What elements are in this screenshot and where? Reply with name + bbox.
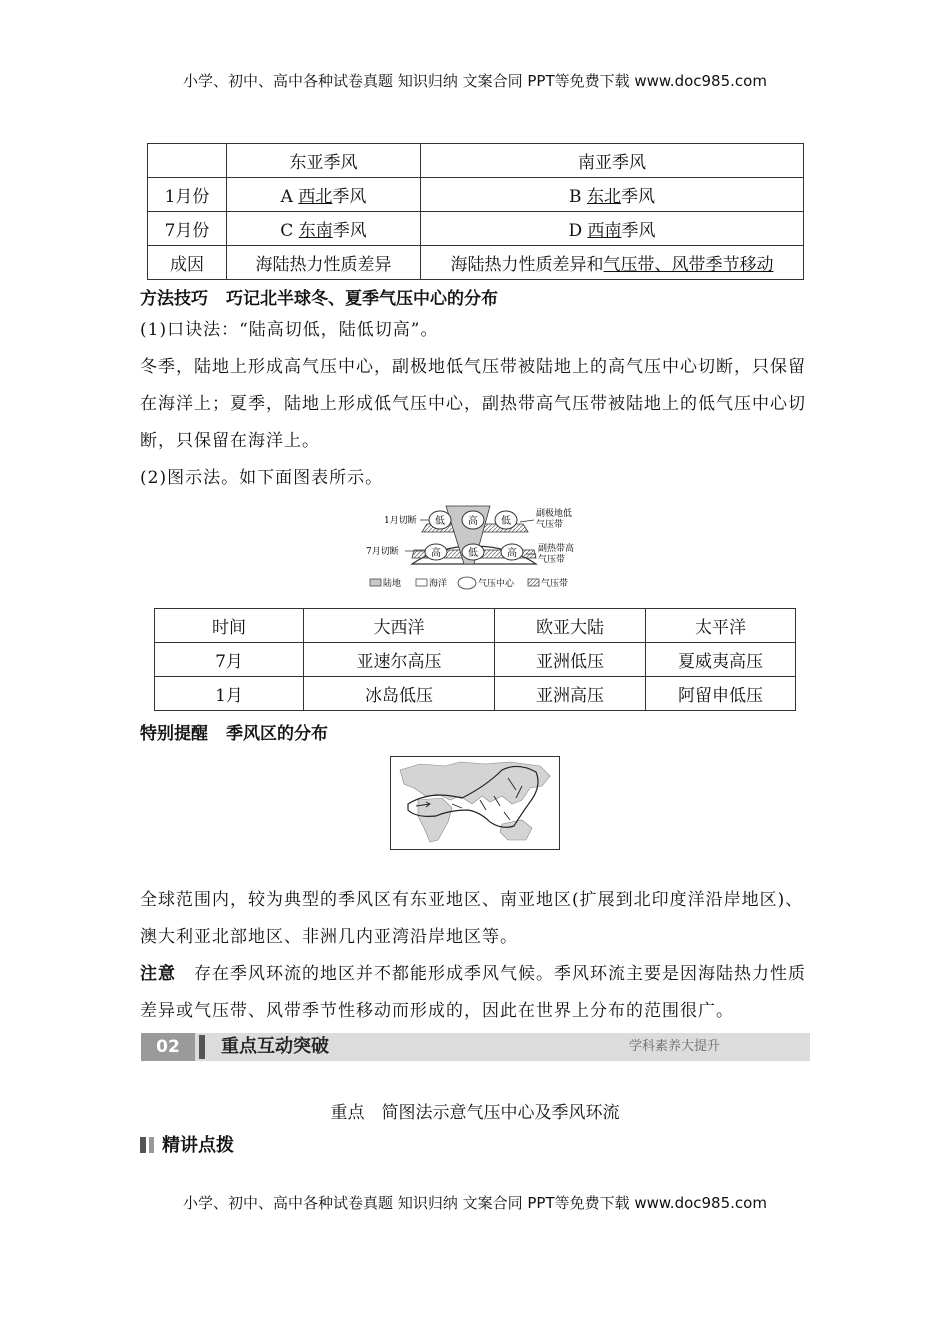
table-cell: 7月 — [155, 643, 304, 677]
table-row — [155, 677, 796, 711]
table-cell: 南亚季风 — [421, 144, 804, 178]
table-cell: A 西北季风 — [227, 178, 421, 212]
banner-bar — [199, 1035, 205, 1059]
legend-belt-swatch — [528, 579, 539, 586]
lower-right-label: 高 — [507, 548, 517, 559]
banner-title: 重点互动突破 — [221, 1036, 329, 1057]
legend-center: 气压中心 — [478, 579, 515, 589]
page-header: 小学、初中、高中各种试卷真题 知识归纳 文案合同 PPT等免费下载 www.doc985.com — [183, 72, 767, 90]
table-cell: 欧亚大陆 — [495, 609, 646, 643]
section-marker-icon — [140, 1137, 146, 1153]
key-point-title: 重点 简图法示意气压中心及季风环流 — [330, 1103, 620, 1123]
note-text: 存在季风环流的地区并不都能形成季风气候。季风环流主要是因海陆热力性质差异或气压带、风带季节性移动而形成的，因此在世界上分布的范围很广。 — [140, 964, 806, 1021]
table-row — [148, 144, 804, 178]
upper-left-label: 低 — [435, 516, 445, 527]
table-row — [148, 178, 804, 212]
subpolar-low-label-1: 副极地低 — [536, 509, 573, 519]
section-banner — [141, 1033, 810, 1061]
table-cell: 成因 — [148, 246, 227, 280]
table-cell: 1月份 — [148, 178, 227, 212]
note-paragraph — [140, 956, 812, 1030]
table-row — [155, 609, 796, 643]
legend-ocean-swatch — [416, 579, 427, 586]
table-cell: 东亚季风 — [227, 144, 421, 178]
subpolar-low-label-2: 气压带 — [536, 520, 564, 530]
method-p2: 冬季，陆地上形成高气压中心，副极地低气压带被陆地上的高气压中心切断，只保留在海洋上；夏季，陆地上形成低气压中心，副热带高气压带被陆地上的低气压中心切断，只保留在海洋上。 — [140, 357, 806, 451]
table-cell: 亚速尔高压 — [304, 643, 495, 677]
lower-left-label: 高 — [431, 548, 441, 559]
method-heading: 方法技巧 巧记北半球冬、夏季气压中心的分布 — [140, 289, 498, 309]
legend-land-swatch — [370, 579, 381, 586]
jan-cut-label: 1月切断 — [384, 516, 417, 526]
table-cell: B 东北季风 — [421, 178, 804, 212]
method-p3: (2)图示法。如下面图表所示。 — [140, 468, 384, 488]
table-cell: 阿留申低压 — [646, 677, 796, 711]
monsoon-region-map — [390, 756, 560, 850]
table-cell: C 东南季风 — [227, 212, 421, 246]
table-row — [148, 212, 804, 246]
subtropical-high-label-1: 副热带高 — [538, 544, 575, 554]
upper-right-label: 低 — [501, 516, 511, 527]
table-cell: 时间 — [155, 609, 304, 643]
table-cell: 海陆热力性质差异和气压带、风带季节移动 — [421, 246, 804, 280]
subtropical-high-label-2: 气压带 — [538, 555, 566, 565]
banner-subtitle: 学科素养大提升 — [628, 1039, 720, 1054]
legend-ocean: 海洋 — [429, 579, 448, 589]
legend-land: 陆地 — [383, 579, 402, 589]
table-cell — [148, 144, 227, 178]
section-heading: 精讲点拨 — [140, 1131, 234, 1157]
table-cell: 太平洋 — [646, 609, 796, 643]
table-cell: 亚洲低压 — [495, 643, 646, 677]
legend-belt: 气压带 — [541, 579, 569, 589]
table-cell: 夏威夷高压 — [646, 643, 796, 677]
banner-number: 02 — [141, 1033, 195, 1061]
upper-mid-label: 高 — [468, 516, 478, 527]
table-cell: 亚洲高压 — [495, 677, 646, 711]
table-cell: 冰岛低压 — [304, 677, 495, 711]
monsoon-table — [147, 143, 804, 280]
table-cell: 1月 — [155, 677, 304, 711]
pressure-table — [154, 608, 796, 711]
jul-cut-label: 7月切断 — [366, 547, 399, 557]
table-row — [155, 643, 796, 677]
table-cell: D 西南季风 — [421, 212, 804, 246]
lower-mid-label: 低 — [468, 548, 478, 559]
page-footer: 小学、初中、高中各种试卷真题 知识归纳 文案合同 PPT等免费下载 www.doc985.com — [183, 1194, 767, 1212]
table-cell: 7月份 — [148, 212, 227, 246]
legend-center-swatch — [458, 577, 476, 589]
reminder-heading: 特别提醒 季风区的分布 — [140, 724, 328, 744]
table-cell: 海陆热力性质差异 — [227, 246, 421, 280]
pressure-center-diagram — [360, 496, 600, 596]
global-monsoon-paragraph: 全球范围内，较为典型的季风区有东亚地区、南亚地区(扩展到北印度洋沿岸地区)、澳大利亚北部地区、非洲几内亚湾沿岸地区等。 — [140, 890, 804, 947]
table-cell: 大西洋 — [304, 609, 495, 643]
table-row — [148, 246, 804, 280]
method-p1: (1)口诀法：“陆高切低，陆低切高”。 — [140, 320, 439, 340]
note-label: 注意 — [140, 964, 176, 984]
